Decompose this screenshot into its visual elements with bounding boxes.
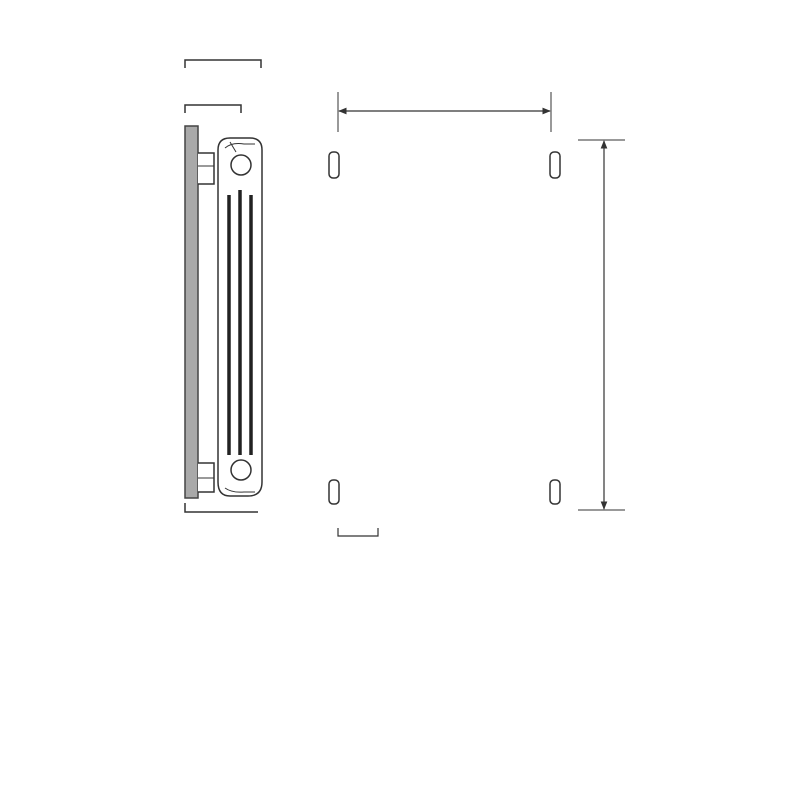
front-view bbox=[329, 92, 625, 536]
side-view bbox=[185, 60, 262, 512]
dim-overall-depth-bracket bbox=[185, 60, 261, 68]
top-pipe-circle bbox=[231, 155, 251, 175]
upper-bracket bbox=[198, 153, 214, 184]
dim-pipe-centres-bracket bbox=[185, 105, 241, 113]
wall-plate bbox=[185, 126, 198, 498]
dim-section-bracket bbox=[338, 528, 378, 536]
bottom-pipe-circle bbox=[231, 460, 251, 480]
dim-bracket-bracket bbox=[185, 503, 258, 512]
